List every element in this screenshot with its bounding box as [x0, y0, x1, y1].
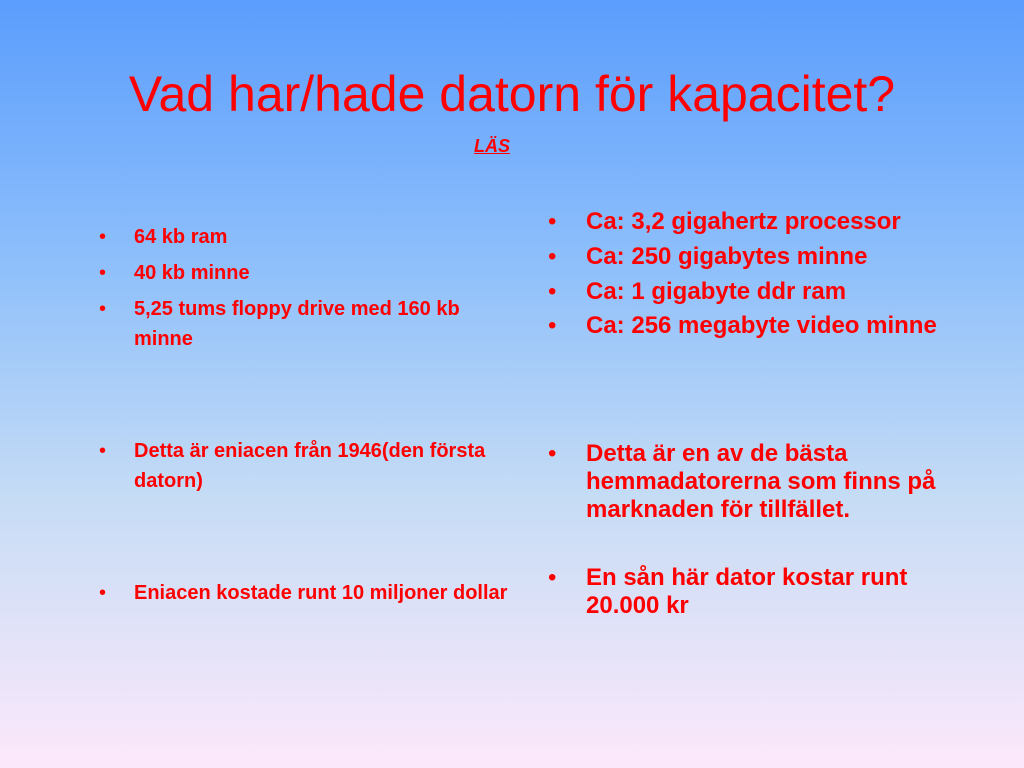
list-item [99, 436, 524, 496]
list-item-text: 40 kb minne [134, 262, 250, 284]
list-item-text: 64 kb ram [134, 226, 228, 248]
list-item [99, 258, 524, 288]
bullet-icon: • [99, 226, 107, 248]
bullet-icon: • [99, 262, 107, 284]
list-item [548, 278, 986, 306]
list-item-text: Ca: 3,2 gigahertz processor [586, 208, 901, 235]
list-item [548, 440, 986, 524]
slide-title: Vad har/hade datorn för kapacitet? [128, 66, 896, 122]
list-item [548, 243, 986, 271]
list-item [548, 564, 986, 620]
list-item-text: Detta är en av de bästa hemmadatorerna som finns på marknaden för tillfället. [586, 440, 936, 523]
bullet-icon: • [548, 312, 557, 339]
list-item-text: Detta är eniacen från 1946(den första datorn) [134, 440, 486, 492]
bullet-icon: • [548, 208, 557, 235]
bullet-icon: • [548, 243, 557, 270]
bullet-icon: • [548, 278, 557, 305]
list-item-text: Ca: 250 gigabytes minne [586, 243, 868, 270]
list-item-text: 5,25 tums floppy drive med 160 kb minne [134, 298, 460, 350]
list-item [548, 312, 986, 340]
list-item-text: En sån här dator kostar runt 20.000 kr [586, 564, 908, 619]
bullet-icon: • [99, 298, 107, 320]
las-link[interactable]: LÄS [474, 136, 510, 156]
list-item-text: Ca: 256 megabyte video minne [586, 312, 937, 339]
subtitle-link-container [0, 136, 984, 157]
bullet-icon: • [548, 564, 557, 591]
list-item [99, 578, 524, 608]
bullet-icon: • [548, 440, 557, 467]
list-item [99, 222, 524, 252]
list-item [99, 294, 524, 354]
list-item-text: Eniacen kostade runt 10 miljoner dollar [134, 582, 508, 604]
bullet-icon: • [99, 582, 107, 604]
list-item-text: Ca: 1 gigabyte ddr ram [586, 278, 847, 305]
bullet-icon: • [99, 440, 107, 462]
list-item [548, 208, 986, 236]
